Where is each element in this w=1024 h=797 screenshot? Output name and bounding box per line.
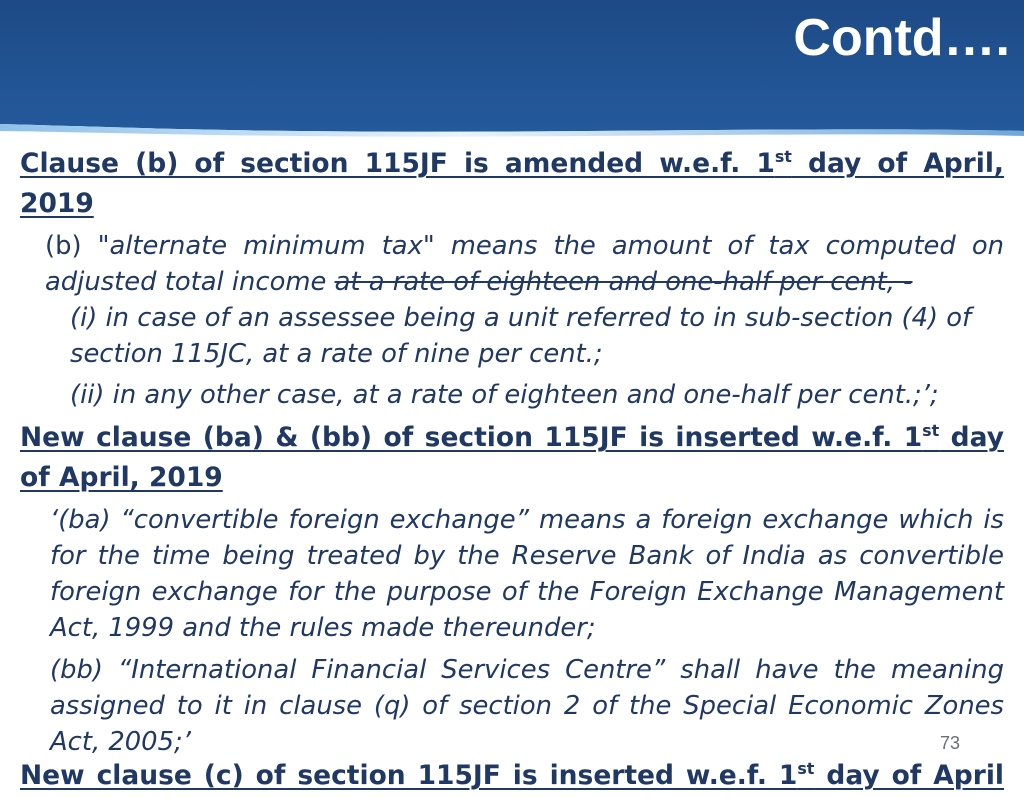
heading-text: Clause (b) of section 115JF is amended w.e.f. 1 bbox=[20, 148, 775, 179]
deleted-text: at a rate of eighteen and one-half per cent, - bbox=[334, 267, 913, 297]
amendment-heading-clause-c bbox=[20, 757, 1004, 797]
heading-text: New clause (c) of section 115JF is inserted w.e.f. 1 bbox=[20, 760, 798, 791]
heading-text: day of April, 2019 bbox=[20, 422, 1004, 493]
page-number: 73 bbox=[940, 733, 961, 753]
heading-text: New clause (ba) & (bb) of section 115JF is inserted w.e.f. 1 bbox=[20, 422, 923, 453]
clause-bb-definition: (bb) “International Financial Services Centre” shall have the meaning assigned to it in clause (q) of section 2 of the Special Economic Zones Act, 2005;’ bbox=[50, 655, 1004, 757]
heading-text: day of April bbox=[814, 760, 1004, 791]
amendment-heading-clauses-ba-bb bbox=[20, 419, 1004, 496]
clause-ba-definition: ‘(ba) “convertible foreign exchange” means a foreign exchange which is for the time being treated by the Reserve Bank of India as convertible foreign exchange for the purpose of the Foreign Exchange Management Act, 1999 and the rules made thereunder; bbox=[50, 505, 1004, 643]
ordinal-suffix: st bbox=[797, 758, 815, 778]
slide-title: Contd…. bbox=[793, 9, 1010, 67]
heading-text: day of April, 2019 bbox=[20, 148, 1004, 219]
ordinal-suffix: st bbox=[922, 420, 940, 440]
header-banner bbox=[0, 0, 1024, 140]
slide-body bbox=[20, 145, 1004, 797]
amendment-heading-clause-b bbox=[20, 145, 1004, 222]
clause-b-definition bbox=[45, 228, 1004, 300]
clause-label: (b) bbox=[45, 231, 82, 261]
sub-clause-i: (i) in case of an assessee being a unit referred to in sub-section (4) of section 115JC, at a rate of nine per cent.; bbox=[70, 303, 972, 369]
clause-text: "alternate minimum tax" means the amount of tax computed on adjusted total income bbox=[45, 231, 1004, 297]
ordinal-suffix: st bbox=[774, 146, 792, 166]
sub-clause-ii: (ii) in any other case, at a rate of eighteen and one-half per cent.;’; bbox=[70, 380, 939, 410]
